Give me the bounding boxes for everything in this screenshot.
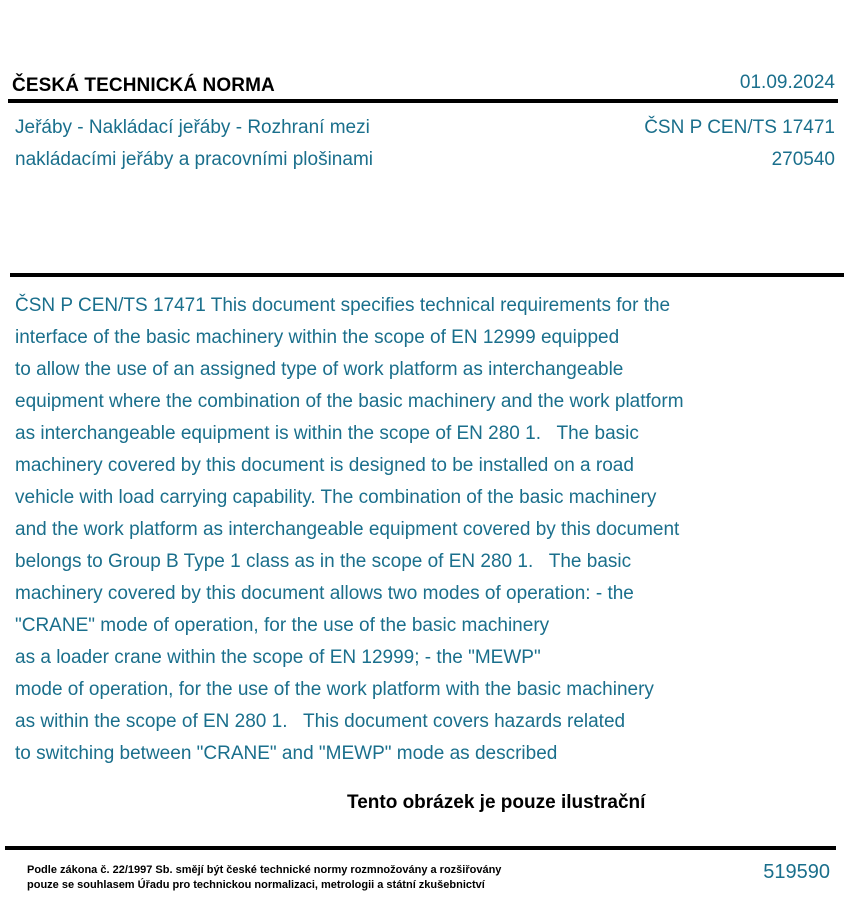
abstract-line: equipment where the combination of the basic machinery and the work platform <box>15 391 684 412</box>
abstract-line: as interchangeable equipment is within the scope of EN 280 1. The basic <box>15 423 639 444</box>
header-divider <box>8 99 838 103</box>
abstract-line: vehicle with load carrying capability. The combination of the basic machinery <box>15 487 657 508</box>
abstract-line: machinery covered by this document is designed to be installed on a road <box>15 455 634 476</box>
title-divider <box>10 273 844 277</box>
standard-code: ČSN P CEN/TS 17471 <box>644 117 835 138</box>
abstract-line: machinery covered by this document allows two modes of operation: - the <box>15 583 634 604</box>
abstract-line: interface of the basic machinery within the scope of EN 12999 equipped <box>15 327 620 348</box>
classification-number: 270540 <box>771 149 835 170</box>
standard-title-line-1: Jeřáby - Nakládací jeřáby - Rozhraní mezi <box>15 117 370 138</box>
abstract-line: "CRANE" mode of operation, for the use of the basic machinery <box>15 615 550 636</box>
illustration-note: Tento obrázek je pouze ilustrační <box>347 792 646 813</box>
standard-title-line-2: nakládacími jeřáby a pracovními plošinami <box>15 149 373 170</box>
abstract-line: to switching between "CRANE" and "MEWP" mode as described <box>15 743 558 764</box>
abstract-line: mode of operation, for the use of the work platform with the basic machinery <box>15 679 654 700</box>
abstract-line: and the work platform as interchangeable equipment covered by this document <box>15 519 680 540</box>
norm-heading: ČESKÁ TECHNICKÁ NORMA <box>12 75 275 96</box>
legal-notice <box>27 863 501 893</box>
abstract-line: ČSN P CEN/TS 17471 This document specifies technical requirements for the <box>15 295 671 316</box>
publication-date: 01.09.2024 <box>739 72 835 93</box>
document-number: 519590 <box>763 861 830 883</box>
abstract-line: as a loader crane within the scope of EN 12999; - the "MEWP" <box>15 647 541 668</box>
abstract-text <box>15 290 845 770</box>
footer-divider <box>5 846 836 850</box>
legal-line: pouze se souhlasem Úřadu pro technickou normalizaci, metrologii a státní zkušebnictví <box>27 879 485 891</box>
abstract-line: as within the scope of EN 280 1. This document covers hazards related <box>15 711 626 732</box>
abstract-line: belongs to Group B Type 1 class as in the scope of EN 280 1. The basic <box>15 551 632 572</box>
legal-line: Podle zákona č. 22/1997 Sb. smějí být české technické normy rozmnožovány a rozšiřovány <box>27 864 502 876</box>
abstract-line: to allow the use of an assigned type of work platform as interchangeable <box>15 359 624 380</box>
